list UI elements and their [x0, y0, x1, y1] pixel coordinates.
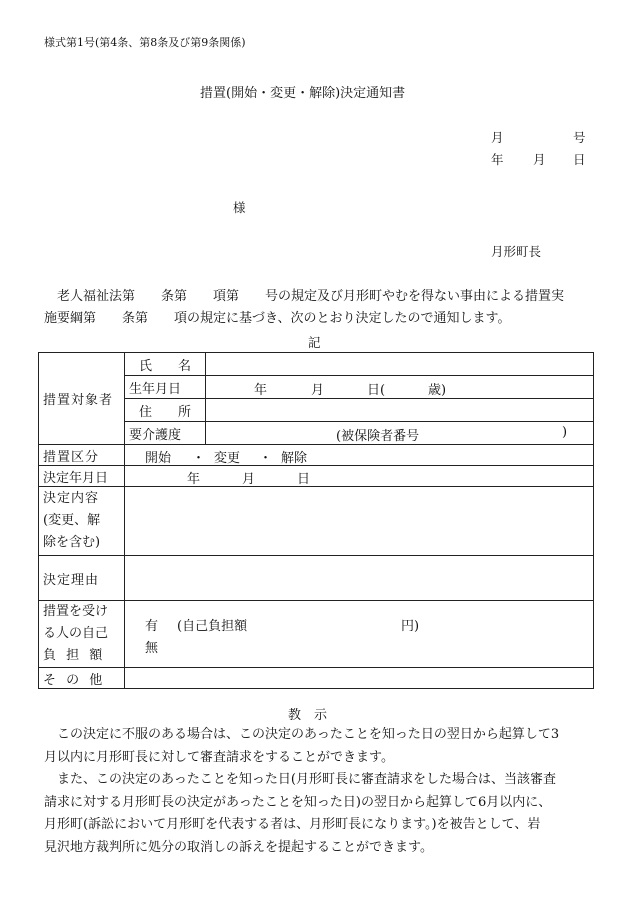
birth-label: 生年月日	[129, 381, 182, 397]
date-label-cell	[39, 466, 125, 487]
burden-no: 無	[145, 641, 159, 656]
ki-label: 記	[308, 335, 321, 350]
birth-field[interactable]	[206, 376, 594, 399]
reason-field[interactable]	[125, 556, 594, 601]
row-decision-date	[39, 466, 594, 487]
instruction-line-3: また、この決定のあったことを知った日(月形町長に審査請求をした場合は、当該審査	[57, 772, 556, 787]
insured-number-open: (被保険者番号	[336, 429, 420, 444]
birth-day: 日(	[367, 383, 386, 398]
content-label-line-2: (変更、解	[43, 513, 101, 528]
recipient-suffix: 様	[233, 200, 246, 215]
header-year-label: 年	[491, 152, 504, 167]
care-label-cell	[125, 422, 206, 445]
instruction-line-4: 請求に対する月形町長の決定があったことを知った日)の翌日から起算して6月以内に、	[44, 794, 552, 810]
other-label: そ の 他	[43, 672, 106, 688]
birth-year: 年	[254, 383, 268, 398]
document-title: 措置(開始・変更・解除)決定通知書	[200, 86, 406, 101]
instruction-line-2: 月以内に月形町長に対して審査請求をすることができます。	[44, 749, 394, 765]
date-field[interactable]	[125, 466, 594, 487]
class-field[interactable]	[125, 445, 594, 466]
address-label-b: 所	[177, 404, 191, 420]
address-label-cell	[125, 399, 206, 422]
decision-table	[38, 352, 594, 689]
row-name	[39, 353, 594, 376]
birth-month: 月	[311, 383, 325, 398]
intro-paragraph	[44, 286, 594, 330]
burden-yes-detail: (自己負担額	[177, 619, 248, 634]
class-change: 変更	[214, 451, 241, 466]
class-dot-1: ・	[192, 451, 206, 466]
date-year: 年	[187, 472, 201, 487]
instruction-title: 教 示	[288, 708, 328, 723]
row-other	[39, 668, 594, 689]
name-field[interactable]	[206, 353, 594, 376]
date-label: 決定年月日	[43, 470, 109, 486]
date-month: 月	[242, 472, 256, 487]
header-month-label: 月	[491, 130, 504, 145]
burden-field[interactable]	[125, 601, 594, 668]
target-person-label: 措置対象者	[43, 393, 114, 408]
birth-label-cell	[125, 376, 206, 399]
instruction-line-6: 見沢地方裁判所に処分の取消しの訴えを提起することができます。	[44, 839, 433, 855]
intro-line-1: 老人福祉法第 条第 項第 号の規定及び月形町やむを得ない事由による措置実	[57, 289, 565, 304]
row-self-burden	[39, 601, 594, 668]
burden-label-line-2: る人の自己	[43, 626, 109, 641]
class-start: 開始	[145, 451, 172, 466]
intro-line-2: 施要綱第 条第 項の規定に基づき、次のとおり決定したので通知します。	[44, 311, 511, 326]
row-decision-content	[39, 487, 594, 556]
address-label-a: 住	[139, 404, 153, 420]
burden-label-line-1: 措置を受け	[43, 604, 109, 619]
reason-label-cell	[39, 556, 125, 601]
content-label-cell	[39, 487, 125, 556]
name-label-a: 氏	[139, 358, 153, 374]
header-month2-label: 月	[533, 152, 546, 167]
instruction-paragraph	[44, 724, 594, 859]
name-label-cell	[125, 353, 206, 376]
row-decision-reason	[39, 556, 594, 601]
class-label: 措置区分	[43, 449, 100, 465]
birth-age: 歳)	[428, 383, 447, 398]
form-number: 様式第1号(第4条、第8条及び第9条関係)	[44, 36, 246, 49]
burden-label	[43, 601, 120, 667]
burden-label-line-3: 負 担 額	[43, 648, 106, 663]
header-day-label: 日	[573, 152, 586, 167]
address-field[interactable]	[206, 399, 594, 422]
class-dot-2: ・	[259, 451, 273, 466]
content-label-line-3: 除を含む)	[43, 535, 101, 550]
care-label: 要介護度	[129, 427, 182, 443]
sender-name: 月形町長	[491, 244, 542, 259]
instruction-line-5: 月形町(訴訟において月形町を代表する者は、月形町長になります。)を被告として、岩	[44, 817, 541, 832]
burden-yen: 円)	[401, 619, 420, 634]
row-classification	[39, 445, 594, 466]
reason-label: 決定理由	[43, 572, 100, 588]
instruction-line-1: この決定に不服のある場合は、この決定のあったことを知った日の翌日から起算して3	[57, 727, 560, 742]
content-field[interactable]	[125, 487, 594, 556]
date-day: 日	[297, 472, 311, 487]
insured-number-close: )	[562, 425, 568, 440]
care-field[interactable]	[206, 422, 594, 445]
name-label-b: 名	[177, 358, 191, 374]
burden-label-cell	[39, 601, 125, 668]
content-label	[43, 488, 120, 554]
other-label-cell	[39, 668, 125, 689]
other-field[interactable]	[125, 668, 594, 689]
burden-yes: 有	[145, 619, 159, 634]
content-label-line-1: 決定内容	[43, 491, 100, 506]
header-number-label: 号	[573, 130, 586, 145]
class-cancel: 解除	[281, 451, 308, 466]
class-label-cell	[39, 445, 125, 466]
target-person-label-cell	[39, 353, 125, 445]
